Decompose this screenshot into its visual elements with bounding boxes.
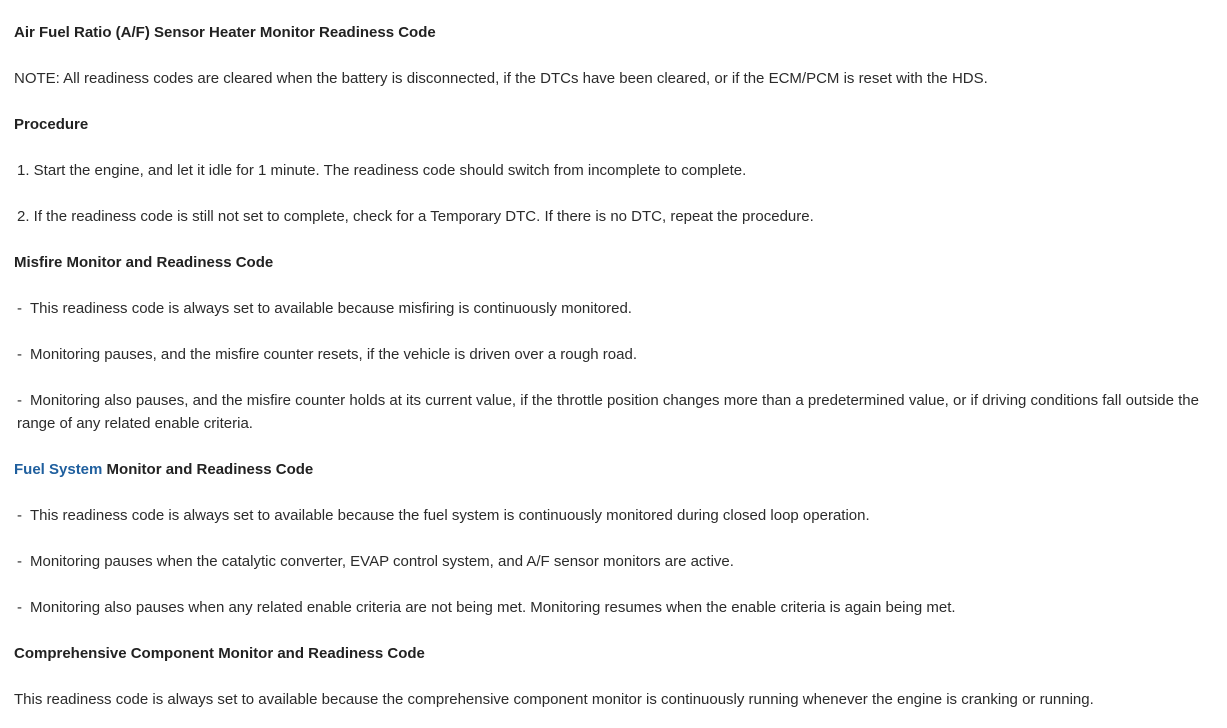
comprehensive-heading: Comprehensive Component Monitor and Readiness Code xyxy=(14,645,425,662)
note-text: NOTE: All readiness codes are cleared when the battery is disconnected, if the DTCs have been cleared, or if the ECM/PCM is reset with the HDS. xyxy=(14,70,988,87)
bullet-dash: - xyxy=(17,507,22,524)
list-item xyxy=(14,596,1204,619)
bullet-dash: - xyxy=(17,346,22,363)
af-heater-heading: Air Fuel Ratio (A/F) Sensor Heater Monitor Readiness Code xyxy=(14,24,436,41)
list-item xyxy=(14,389,1204,435)
list-item xyxy=(14,550,1204,573)
list-item-text: Monitoring also pauses, and the misfire counter holds at its current value, if the throttle position changes more than a predetermined value, or if driving conditions fall outside the range of any related enable criteria. xyxy=(17,392,1199,432)
bullet-dash: - xyxy=(17,599,22,616)
procedure-step: 1. Start the engine, and let it idle for 1 minute. The readiness code should switch from incomplete to complete. xyxy=(17,162,747,179)
fuel-system-heading-text: Monitor and Readiness Code xyxy=(102,461,314,478)
bullet-dash: - xyxy=(17,553,22,570)
procedure-heading: Procedure xyxy=(14,116,89,133)
bullet-dash: - xyxy=(17,300,22,317)
list-item-text: Monitoring also pauses when any related enable criteria are not being met. Monitoring resumes when the enable criteria is again being met. xyxy=(30,599,956,616)
misfire-heading: Misfire Monitor and Readiness Code xyxy=(14,254,274,271)
list-item-text: This readiness code is always set to available because misfiring is continuously monitored. xyxy=(30,300,632,317)
list-item xyxy=(14,343,1204,366)
comprehensive-text: This readiness code is always set to available because the comprehensive component monitor is continuously running whenever the engine is cranking or running. xyxy=(14,691,1094,708)
list-item xyxy=(14,297,1204,320)
fuel-system-heading xyxy=(14,458,1204,481)
bullet-dash: - xyxy=(17,392,22,409)
fuel-system-link[interactable]: Fuel System xyxy=(14,461,103,478)
list-item-text: Monitoring pauses when the catalytic converter, EVAP control system, and A/F sensor monitors are active. xyxy=(30,553,734,570)
list-item-text: This readiness code is always set to available because the fuel system is continuously monitored during closed loop operation. xyxy=(30,507,870,524)
list-item-text: Monitoring pauses, and the misfire counter resets, if the vehicle is driven over a rough road. xyxy=(30,346,637,363)
procedure-step: 2. If the readiness code is still not set to complete, check for a Temporary DTC. If there is no DTC, repeat the procedure. xyxy=(17,208,814,225)
list-item xyxy=(14,504,1204,527)
